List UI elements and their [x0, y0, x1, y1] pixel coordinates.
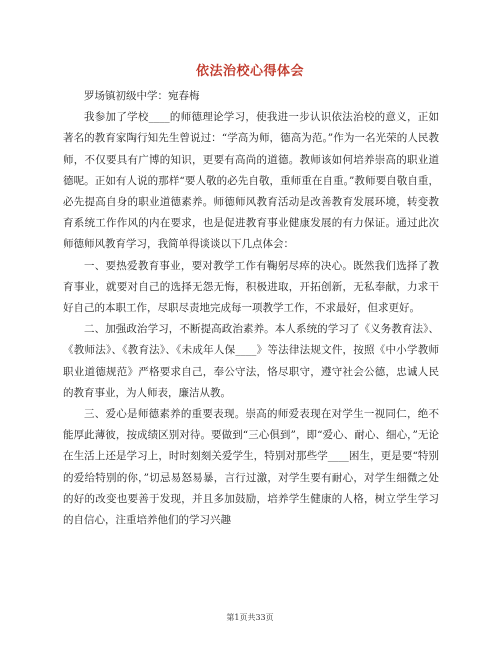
- author-line: 罗场镇初级中学：宛春梅: [84, 90, 200, 102]
- paragraph-point-2: 二、加强政治学习，不断提高政治素养。本人系统的学习了《义务教育法》、《教师法》、《教育法》、《未成年人保____》等法律法规文件，按照《中小学教师职业道德规范》严格要求自己，奉公守法，恪尽职守，遵守社会公德，忠诚人民的教育事业，为人师表，廉洁从教。: [63, 323, 439, 399]
- paragraph-intro: 我参加了学校____的师德理论学习，使我进一步认识依法治校的意义，正如著名的教育家陶行知先生曾说过：“学高为师，德高为范。”作为一名光荣的人民教师，不仅要具有广博的知识，更要有高尚的道德。教师该如何培养崇高的职业道德呢。正如有人说的那样“要人敬的必先自敬，重师重在自重。”教师要自敬自重，必先提高自身的职业道德素养。师德师风教育活动是改善教育发展环境，转变教育系统工作作风的内在要求，也是促进教育事业健康发展的有力保证。通过此次师德师风教育学习，我简单得谈谈以下几点体会：: [63, 111, 439, 251]
- page-footer: 第1页共33页: [226, 613, 274, 622]
- document-body: [63, 86, 439, 531]
- document-title: 依法治校心得体会: [195, 64, 304, 79]
- paragraph-point-1: 一、要热爱教育事业，要对教学工作有鞠躬尽瘁的决心。既然我们选择了教育事业，就要对自己的选择无怨无悔，积极进取，开拓创新，无私奉献，力求干好自己的本职工作，尽职尽责地完成每一项教学工作，不求最好，但求更好。: [63, 259, 439, 315]
- paragraph-point-3: 三、爱心是师德素养的重要表现。崇高的师爱表现在对学生一视同仁，绝不能厚此薄彼，按成绩区别对待。要做到“三心俱到”，即“爱心、耐心、细心，”无论在生活上还是学习上，时时刻刻关爱学生，特别对那些学____困生，更是要“特别的爱给特别的你，”切忌易怒易暴，言行过激，对学生要有耐心，对学生细微之处的好的改变也要善于发现，并且多加鼓励，培养学生健康的人格，树立学生学习的自信心，注重培养他们的学习兴趣: [63, 408, 439, 527]
